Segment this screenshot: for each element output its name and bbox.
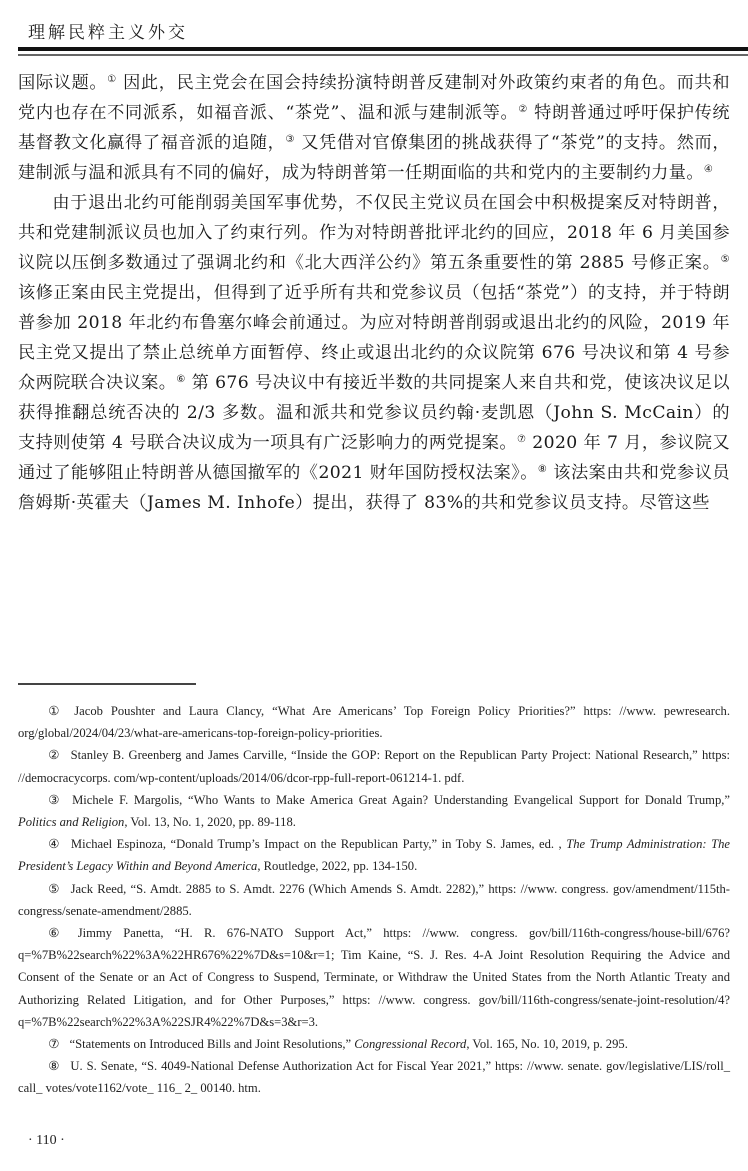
- footnote-number: ④: [48, 837, 61, 852]
- body-paragraph: [18, 188, 730, 518]
- text-run: Stanley B. Greenberg and James Carville, “Inside the GOP: Report on the Republican Party Project: National Research,” https: //democracycorps. com/wp-content/uploads/2014/06/dcor-rpp-full-report-061214-1. pdf.: [18, 748, 730, 785]
- footnote-number: ③: [48, 792, 63, 807]
- text-run: 特朗普通过呼吁保护传统基督教文化赢得了福音派的追随，: [18, 103, 731, 153]
- text-run: U. S. Senate, “S. 4049-National Defense Authorization Act for Fiscal Year 2021,” https: //www. senate. gov/legislative/LIS/roll_ call_ votes/vote1162/vote_ 116_ 2_ 00140. htm.: [18, 1059, 730, 1096]
- footnote-number: ⑤: [48, 881, 61, 896]
- footnote-number: ⑧: [48, 1059, 61, 1074]
- text-run: Michael Espinoza, “Donald Trump’s Impact on the Republican Party,” in Toby S. James, ed. ,: [70, 837, 567, 852]
- footnote-number: ⑥: [48, 926, 68, 941]
- italic-title: Congressional Record: [354, 1037, 467, 1052]
- text-run: Jacob Poushter and Laura Clancy, “What Are Americans’ Top Foreign Policy Priorities?” https: //www. pewresearch. org/global/2024/04/23/what-are-americans-top-foreign-policy-priorities.: [18, 704, 730, 741]
- footnote-separator: [18, 683, 196, 685]
- footnote-marker[interactable]: ①: [107, 74, 117, 85]
- text-run: 该修正案由民主党提出，但得到了近乎所有共和党参议员（包括“茶党”）的支持，并于特朗普参加 2018 年北约布鲁塞尔峰会前通过。为应对特朗普削弱或退出北约的风险，2019 年民主党又提出了禁止总统单方面暂停、终止或退出北约的众议院第 676 号决议和第 4 号参众两院联合决议案。: [18, 283, 730, 393]
- text-run: Michele F. Margolis, “Who Wants to Make America Great Again? Understanding Evangelical Support for Donald Trump,”: [72, 792, 730, 807]
- text-run: 国际议题。: [18, 73, 108, 93]
- footnote: [18, 1033, 730, 1055]
- body-paragraph: [18, 68, 730, 188]
- text-run: “Statements on Introduced Bills and Joint Resolutions,”: [69, 1037, 355, 1052]
- header-rule-thick: [18, 47, 748, 51]
- italic-title: The Trump Administration: The President’s Legacy Within and Beyond America: [18, 837, 730, 874]
- footnotes: [18, 700, 730, 1100]
- text-run: Jimmy Panetta, “H. R. 676-NATO Support Act,” https: //www. congress. gov/bill/116th-congress/house-bill/676? q=%7B%22search%22%3A%22HR676%22%7D&s=10&r=1; Tim Kaine, “S. J. Res. 4-A Joint Resolution Requiring the Advice and Consent of the Senate or an Act of Congress to Suspend, Terminate, or Withdraw the United States from the North Atlantic Treaty and Authorizing Related Litigation, and for Other Purposes,” https: //www. congress. gov/bill/116th-congress/senate-joint-resolution/4? q=%7B%22search%22%3A%22SJR4%22%7D&s=3&r=3.: [18, 926, 730, 1029]
- text-run: , Vol. 13, No. 1, 2020, pp. 89-118.: [124, 815, 296, 830]
- header-rule-thin: [18, 54, 748, 56]
- text-run: 因此，民主党会在国会持续扮演特朗普反建制对外政策约束者的角色。而共和党内也存在不同派系，如福音派、“茶党”、温和派与建制派等。: [18, 73, 730, 123]
- footnote-marker[interactable]: ③: [285, 134, 296, 145]
- footnote: [18, 878, 730, 922]
- footnote: [18, 700, 730, 744]
- text-run: , Vol. 165, No. 10, 2019, p. 295.: [466, 1037, 628, 1052]
- body-text: [18, 68, 730, 518]
- footnote: [18, 789, 730, 833]
- text-run: 由于退出北约可能削弱美国军事优势，不仅民主党议员在国会中积极提案反对特朗普，共和党建制派议员也加入了约束行列。作为对特朗普批评北约的回应，2018 年 6 月美国参议院以压倒多数通过了强调北约和《北大西洋公约》第五条重要性的第 2885 号修正案。: [18, 193, 730, 273]
- text-run: , Routledge, 2022, pp. 134-150.: [257, 859, 418, 874]
- footnote-number: ②: [48, 748, 61, 763]
- footnote: [18, 922, 730, 1033]
- footnote-marker[interactable]: ②: [518, 104, 528, 115]
- text-run: 该法案由共和党参议员詹姆斯·英霍夫（James M. Inhofe）提出，获得了 83%的共和党参议员支持。尽管这些: [18, 463, 730, 513]
- footnote-number: ⑦: [48, 1037, 60, 1052]
- footnote-marker[interactable]: ⑤: [720, 254, 730, 265]
- footnote: [18, 833, 730, 877]
- footnote-marker[interactable]: ⑧: [537, 464, 548, 475]
- text-run: Jack Reed, “S. Amdt. 2885 to S. Amdt. 2276 (Which Amends S. Amdt. 2282),” https: //www. congress. gov/amendment/115th-congress/senate-amendment/2885.: [18, 881, 730, 918]
- footnote: [18, 744, 730, 788]
- footnote-marker[interactable]: ⑦: [516, 434, 527, 445]
- italic-title: Politics and Religion: [18, 815, 125, 830]
- footnote: [18, 1055, 730, 1099]
- text-run: 第 676 号决议中有接近半数的共同提案人来自共和党，使该决议足以获得推翻总统否决的 2/3 多数。温和派共和党参议员约翰·麦凯恩（John S. McCain）的支持则使第 4 号联合决议成为一项具有广泛影响力的两党提案。: [18, 373, 730, 453]
- text-run: 2020 年 7 月，参议院又通过了能够阻止特朗普从德国撤军的《2021 财年国防授权法案》。: [18, 433, 730, 483]
- running-head-title: 理解民粹主义外交: [28, 23, 188, 43]
- text-run: 又凭借对官僚集团的挑战获得了“茶党”的支持。然而，建制派与温和派具有不同的偏好，成为特朗普第一任期面临的共和党内的主要制约力量。: [18, 133, 730, 183]
- footnote-marker[interactable]: ④: [703, 164, 714, 175]
- footnote-number: ①: [48, 704, 65, 718]
- footnote-marker[interactable]: ⑥: [176, 374, 186, 385]
- page-number: · 110 ·: [28, 1133, 65, 1148]
